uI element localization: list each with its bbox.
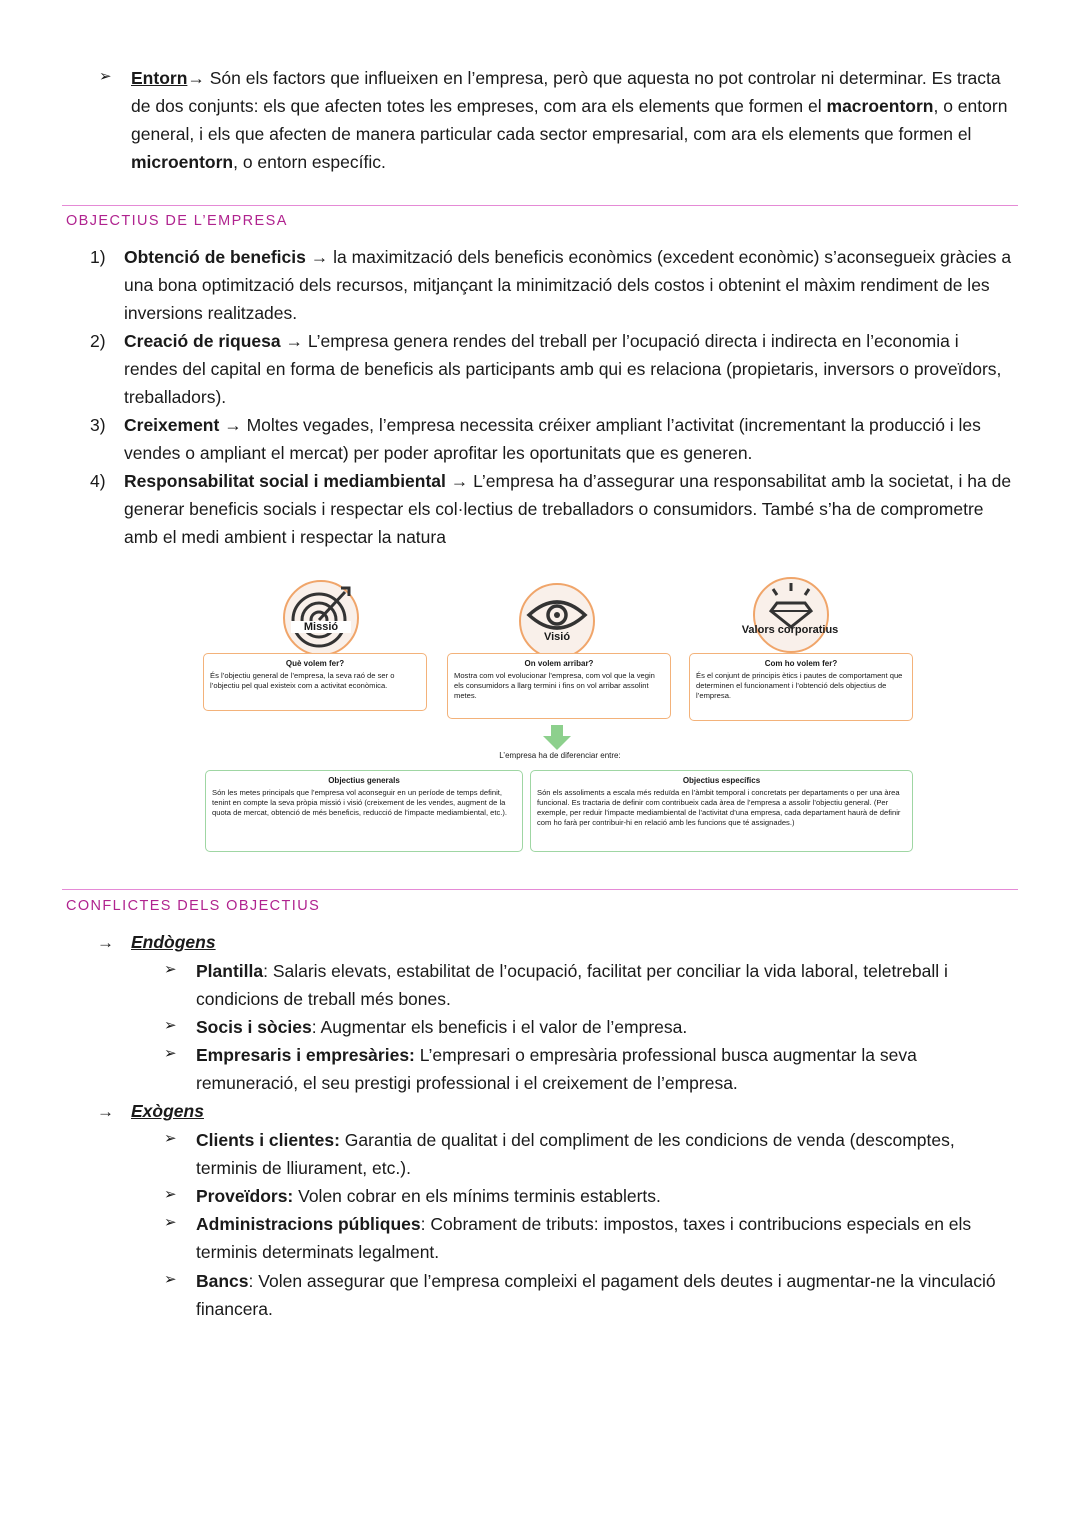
arrow-icon: → [219,415,247,435]
list-item [196,1041,1006,1097]
macroentorn-term: macroentorn [826,96,934,116]
arrow-icon: → [97,933,114,952]
arrow-icon: → [97,1102,114,1121]
box-title: Com ho volem fer? [764,659,838,668]
list-item [124,243,1014,327]
box-text: Són els assoliments a escala més reduïda en l’àmbit temporal i concretats per departaments o per una àrea funcional. Es tractaria de definir com contribueix cada àrea de l’empresa a assolir l’objectiu general. (Per exemple, per reduir l’impacte mediambiental de l’activitat d’una empresa, cada departament haurà de definir com ho farà per contribuir-hi en relació amb les funcions que té assignades.) [537,788,901,827]
item-title: Socis i sòcies [196,1017,312,1037]
item-title: Responsabilitat social i mediambiental [124,471,446,491]
vision-box [447,653,671,719]
bullet-marker: ➢ [164,961,177,978]
item-text: L’empresari o empresària professional busca augmentar la seva remuneració, el seu prestigi professional i el creixement de l’empresa. [196,1045,917,1093]
bullet-marker: ➢ [164,1130,177,1147]
entorn-text: , o entorn general, i els que afecten de manera particular cada sector empresarial, com ara els elements que formen el [131,96,1008,144]
general-objectives-box [205,770,523,852]
arrow-icon: → [305,247,334,267]
vision-label: Visió [543,631,571,643]
item-text: Moltes vegades, l’empresa necessita créixer ampliant l’activitat (incrementant la producció i les vendes o ampliant el mercat) per poder aprofitar les oportunitats que es generen. [124,415,981,463]
bullet-marker: ➢ [99,68,112,85]
item-text: L’empresa genera rendes del treball per l’ocupació directa i indirecta en l’economia i rendes del capital en forma de beneficis als participants amb qui es relaciona (propietaris, inversors o proveïdors, treballadors). [124,331,1002,407]
section-heading-objectius: OBJECTIUS DE L’EMPRESA [66,213,288,229]
arrow-icon: → [280,331,308,351]
box-text: És el conjunt de principis ètics i pautes de comportament que determinen el funcionament i l’obtenció dels objectius de l’empresa. [696,671,903,700]
diagram-middle-text: L’empresa ha de diferenciar entre: [499,751,621,760]
box-text: Mostra com vol evolucionar l’empresa, com vol que la vegin els consumidors a llarg termini i fins on vol arribar assolint metes. [454,671,655,700]
mission-box [203,653,427,711]
arrow-icon: → [445,471,474,491]
specific-objectives-box [530,770,913,852]
eye-icon [519,583,595,659]
list-item [124,467,1014,551]
item-title: Administracions públiques [196,1214,421,1234]
box-title: Objectius generals [328,776,400,785]
entorn-text: , o entorn específic. [233,152,386,172]
list-number: 1) [90,247,106,267]
diamond-icon [755,579,827,651]
list-item [196,1182,1006,1210]
list-item [124,327,1014,411]
list-item [196,1267,1006,1323]
mission-label: Missió [291,621,351,633]
item-text: Volen cobrar en els mínims terminis establerts. [293,1186,661,1206]
item-title: Creixement [124,415,220,435]
list-number: 4) [90,471,106,491]
microentorn-term: microentorn [131,152,234,172]
item-title: Obtenció de beneficis [124,247,306,267]
mission-vision-values-diagram [195,575,920,860]
target-icon [285,582,357,654]
endogens-label: Endògens [131,932,216,952]
list-number: 3) [90,415,106,435]
section-divider [62,205,1018,206]
list-item [124,411,1014,467]
item-title: Creació de riquesa [124,331,281,351]
exogens-label: Exògens [131,1101,204,1121]
bullet-marker: ➢ [164,1214,177,1231]
entorn-text: Són els factors que influeixen en l’empresa, però que aquesta no pot controlar ni determinar. Es tracta de dos conjunts: els que afecten totes les empreses, com ara els elements que formen el [131,68,1001,116]
diamond-icon [753,577,829,653]
box-text: És l’objectiu general de l’empresa, la seva raó de ser o l’objectiu pel qual existeix com a activitat econòmica. [210,671,395,690]
box-title: On volem arribar? [524,659,594,668]
item-title: Bancs [196,1271,249,1291]
item-title: Plantilla [196,961,264,981]
item-text: la maximització dels beneficis econòmics (excedent econòmic) s’aconsegueix gràcies a una bona optimització dels recursos, mitjançant la minimització dels costos i obtenint el màxim rendiment de les inversions realitzades. [124,247,1012,323]
list-item [196,1210,1006,1266]
list-item [196,1126,1006,1182]
item-title: Proveïdors: [196,1186,294,1206]
values-box [689,653,913,721]
item-text: : Volen assegurar que l’empresa compleixi el pagament dels deutes i augmentar-ne la vinculació financera. [196,1271,996,1319]
entorn-term: Entorn [131,68,188,88]
target-icon [283,580,359,656]
item-text: : Augmentar els beneficis i el valor de l’empresa. [311,1017,688,1037]
entorn-paragraph [131,64,1011,176]
box-text: Són les metes principals que l’empresa vol aconseguir en un període de temps definit, tenint en compte la seva pròpia missió i visió (creixement de les vendes, augment de la quota de mercat, obtenció de més beneficis, reducció de l’impacte mediambiental, etc.). [212,788,508,817]
item-text: L’empresa ha d’assegurar una responsabilitat amb la societat, i ha de generar beneficis socials i respectar els col·lectius de treballadors o consumidors. També s’ha de comprometre amb el medi ambient i respectar la natura [124,471,1012,547]
box-title: Objectius específics [682,776,761,785]
down-arrow-icon [543,725,571,751]
box-title: Què volem fer? [285,659,345,668]
eye-icon [521,585,593,657]
item-text: : Salaris elevats, estabilitat de l’ocupació, facilitat per conciliar la vida laboral, teletreball i condicions de treball més bones. [196,961,948,1009]
bullet-marker: ➢ [164,1186,177,1203]
section-divider [62,889,1018,890]
entorn-arrow: → [187,68,205,88]
bullet-marker: ➢ [164,1045,177,1062]
item-title: Empresaris i empresàries: [196,1045,415,1065]
item-text: Garantia de qualitat i del compliment de les condicions de venda (descomptes, terminis de lliurament, etc.). [196,1130,955,1178]
item-text: : Cobrament de tributs: impostos, taxes i contribucions especials en els terminis determinats legalment. [196,1214,972,1262]
bullet-marker: ➢ [164,1271,177,1288]
values-label: Valors corporatius [741,624,839,636]
list-item [196,1013,1006,1041]
section-heading-conflictes: CONFLICTES DELS OBJECTIUS [66,898,321,914]
item-title: Clients i clientes: [196,1130,340,1150]
list-number: 2) [90,331,106,351]
list-item [196,957,1006,1013]
bullet-marker: ➢ [164,1017,177,1034]
